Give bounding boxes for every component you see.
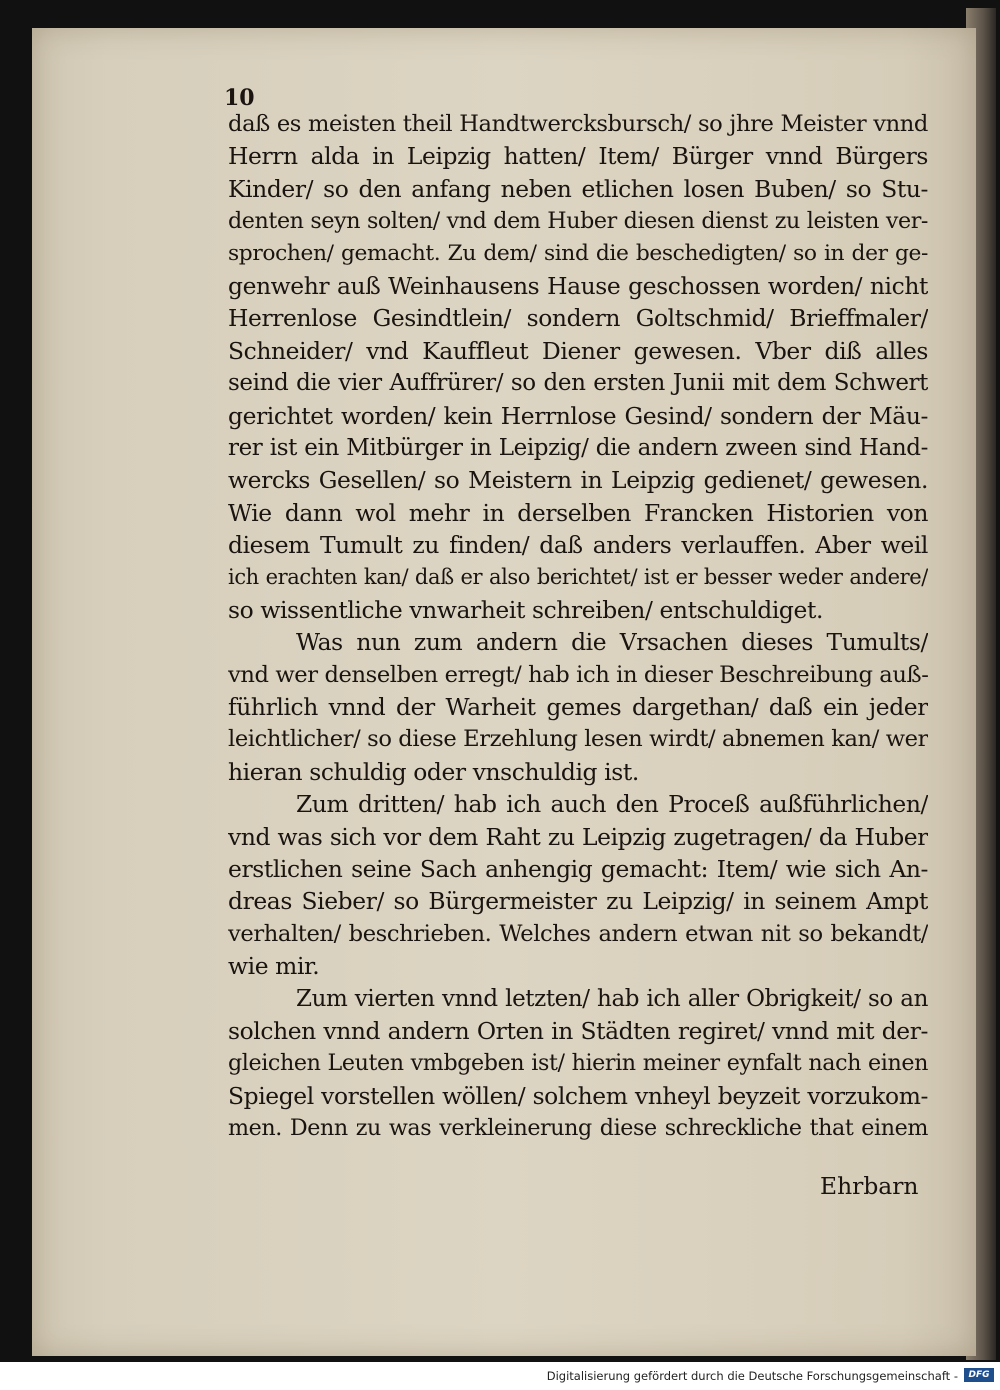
text-line: daß es meisten theil Handtwercksbursch/ so jhre Meister vnnd [228,111,928,137]
text-line: Zum dritten/ hab ich auch den Proceß außführlichen/ [296,790,928,819]
text-line: ich erachten kan/ daß er also berichtet/ ist er besser weder andere/ [228,565,928,590]
text-line: vnd wer denselben erregt/ hab ich in dieser Beschreibung auß- [228,661,928,688]
text-line: gleichen Leuten vmbgeben ist/ hierin meiner eynfalt nach einen [228,1050,928,1077]
text-line: wercks Gesellen/ so Meistern in Leipzig gedienet/ gewesen. [228,466,928,495]
text-line: hieran schuldig oder vnschuldig ist. [228,757,639,786]
text-line: sprochen/ gemacht. Zu dem/ sind die beschedigten/ so in der ge- [228,240,928,266]
body-text [228,108,928,1145]
text-line: solchen vnnd andern Orten in Städten regiret/ vnnd mit der- [228,1016,928,1045]
text-line: dreas Sieber/ so Bürgermeister zu Leipzig/ in seinem Ampt [228,887,928,916]
text-line: denten seyn solten/ vnd dem Huber diesen dienst zu leisten ver- [228,208,928,235]
footer-credit: Digitalisierung gefördert durch die Deutsche Forschungsgemeinschaft - [546,1369,958,1383]
text-line: führlich vnnd der Warheit gemes dargethan/ daß ein jeder [228,693,928,722]
text-line: verhalten/ beschrieben. Welches andern etwan nit so bekandt/ [228,920,928,947]
text-line: gerichtet worden/ kein Herrnlose Gesind/ sondern der Mäu- [228,401,928,430]
page-number: 10 [224,85,255,111]
text-line: Kinder/ so den anfang neben etlichen losen Buben/ so Stu- [228,174,928,203]
text-line: Herrenlose Gesindtlein/ sondern Goltschmid/ Brieffmaler/ [228,304,928,333]
text-line: Spiegel vorstellen wöllen/ solchem vnheyl beyzeit vorzukom- [228,1081,928,1110]
text-line: erstlichen seine Sach anhengig gemacht: Item/ wie sich An- [228,854,928,883]
text-line: seind die vier Auffrürer/ so den ersten Junii mit dem Schwert [228,370,928,397]
text-line: Schneider/ vnd Kauffleut Diener gewesen. Vber diß alles [228,336,928,365]
text-line: Herrn alda in Leipzig hatten/ Item/ Bürger vnnd Bürgers [228,142,928,171]
text-line: Was nun zum andern die Vrsachen dieses Tumults/ [296,628,928,657]
text-line: genwehr auß Weinhausens Hause geschossen worden/ nicht [228,271,928,300]
text-line: Zum vierten vnnd letzten/ hab ich aller Obrigkeit/ so an [296,985,928,1012]
text-line: Wie dann wol mehr in derselben Francken Historien von [228,498,928,527]
text-line: diesem Tumult zu finden/ daß anders verlauffen. Aber weil [228,531,928,560]
catchword: Ehrbarn [820,1172,919,1200]
text-line: wie mir. [228,952,320,981]
text-line: men. Denn zu was verkleinerung diese schreckliche that einem [228,1115,928,1142]
text-line: so wissentliche vnwarheit schreiben/ entschuldiget. [228,595,823,624]
text-line: leichtlicher/ so diese Erzehlung lesen wirdt/ abnemen kan/ wer [228,726,928,753]
text-line: vnd was sich vor dem Raht zu Leipzig zugetragen/ da Huber [228,822,928,851]
text-line: rer ist ein Mitbürger in Leipzig/ die andern zween sind Hand- [228,434,928,461]
dfg-logo: DFG [964,1368,994,1382]
